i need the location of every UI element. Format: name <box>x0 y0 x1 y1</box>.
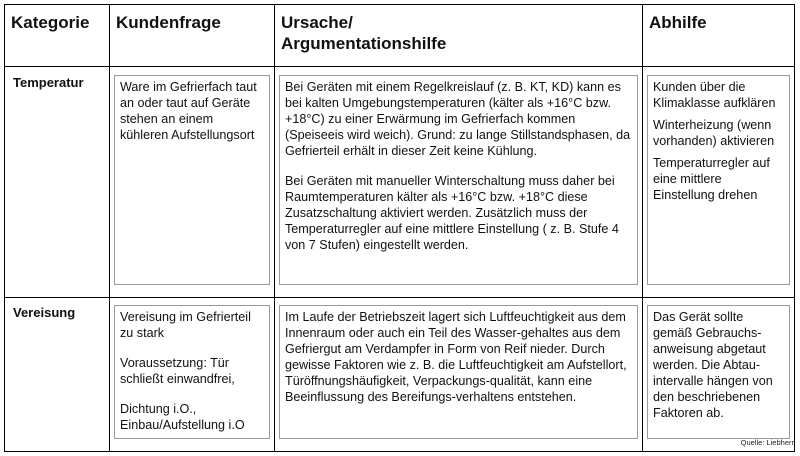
header-abhilfe: Abhilfe <box>643 5 795 67</box>
source-caption: Quelle: Liebherr <box>740 438 794 447</box>
ursache-box <box>279 305 638 439</box>
kundenfrage-cell <box>110 298 275 452</box>
abhilfe-cell <box>643 67 795 298</box>
abhilfe-item: Temperaturregler auf eine mittlere Einstellung drehen <box>653 156 770 202</box>
abhilfe-box <box>647 75 790 285</box>
kundenfrage-text: Dichtung i.O., Einbau/Aufstellung i.O <box>120 402 245 432</box>
abhilfe-box <box>647 305 790 439</box>
table-row <box>5 298 795 452</box>
abhilfe-item: Kunden über die Klimaklasse aufklären <box>653 80 776 110</box>
ursache-cell <box>275 298 643 452</box>
kundenfrage-box <box>114 75 270 285</box>
abhilfe-cell <box>643 298 795 452</box>
ursache-paragraph: Bei Geräten mit manueller Winterschaltung muss daher bei Raumtemperaturen kälter als +16°C bzw. +18°C diese Zusatzschaltung aktiviert werden. Zusätzlich muss der Temperaturregler auf eine mittlere Einstellung ( z. B. Stufe 4 von 7 Stufen) eingestellt werden. <box>285 174 619 252</box>
header-kategorie: Kategorie <box>5 5 110 67</box>
ursache-cell <box>275 67 643 298</box>
abhilfe-item: Winterheizung (wenn vorhanden) aktivieren <box>653 118 775 148</box>
troubleshooting-table <box>4 4 795 452</box>
ursache-paragraph: Im Laufe der Betriebszeit lagert sich Luftfeuchtigkeit aus dem Innenraum oder auch ein Teil des Wasser-gehaltes aus dem Gefriergut am Verdampfer in Form von Reif nieder. Durch gewisse Faktoren wie z. B. die Luftfeuchtigkeit am Aufstellort, Türöffnungshäufigkeit, Verpackungs-qualität, kann eine Beeinflussung des Bereifungs-verhaltens entstehen. <box>285 310 627 404</box>
ursache-paragraph: Bei Geräten mit einem Regelkreislauf (z. B. KT, KD) kann es bei kalten Umgebungstemperaturen (kälter als +16°C bzw. +18°C) zu einer Erwärmung im Gefrierfach kommen (Speiseeis wird weich). Grund: zu lange Stillstandsphasen, da Gefrierteil erhält in dieser Zeit keine Kühlung. <box>285 80 631 158</box>
header-ursache <box>275 5 643 67</box>
abhilfe-item: Das Gerät sollte gemäß Gebrauchs-anweisung abgetaut werden. Die Abtau-intervalle hängen von den beschriebenen Faktoren ab. <box>653 310 773 420</box>
kundenfrage-text: Voraussetzung: Tür schließt einwandfrei, <box>120 356 235 386</box>
table-row <box>5 67 795 298</box>
kundenfrage-text: Vereisung im Gefrierteil zu stark <box>120 310 251 340</box>
table-header-row <box>5 5 795 67</box>
kundenfrage-box <box>114 305 270 439</box>
ursache-box <box>279 75 638 285</box>
kundenfrage-cell <box>110 67 275 298</box>
row-category: Vereisung <box>5 298 110 452</box>
header-kundenfrage: Kundenfrage <box>110 5 275 67</box>
kundenfrage-text: Ware im Gefrierfach taut an oder taut auf Geräte stehen an einem kühleren Aufstellungsort <box>120 80 257 142</box>
row-category: Temperatur <box>5 67 110 298</box>
header-ursache-text: Ursache/ Argumentationshilfe <box>281 13 447 53</box>
